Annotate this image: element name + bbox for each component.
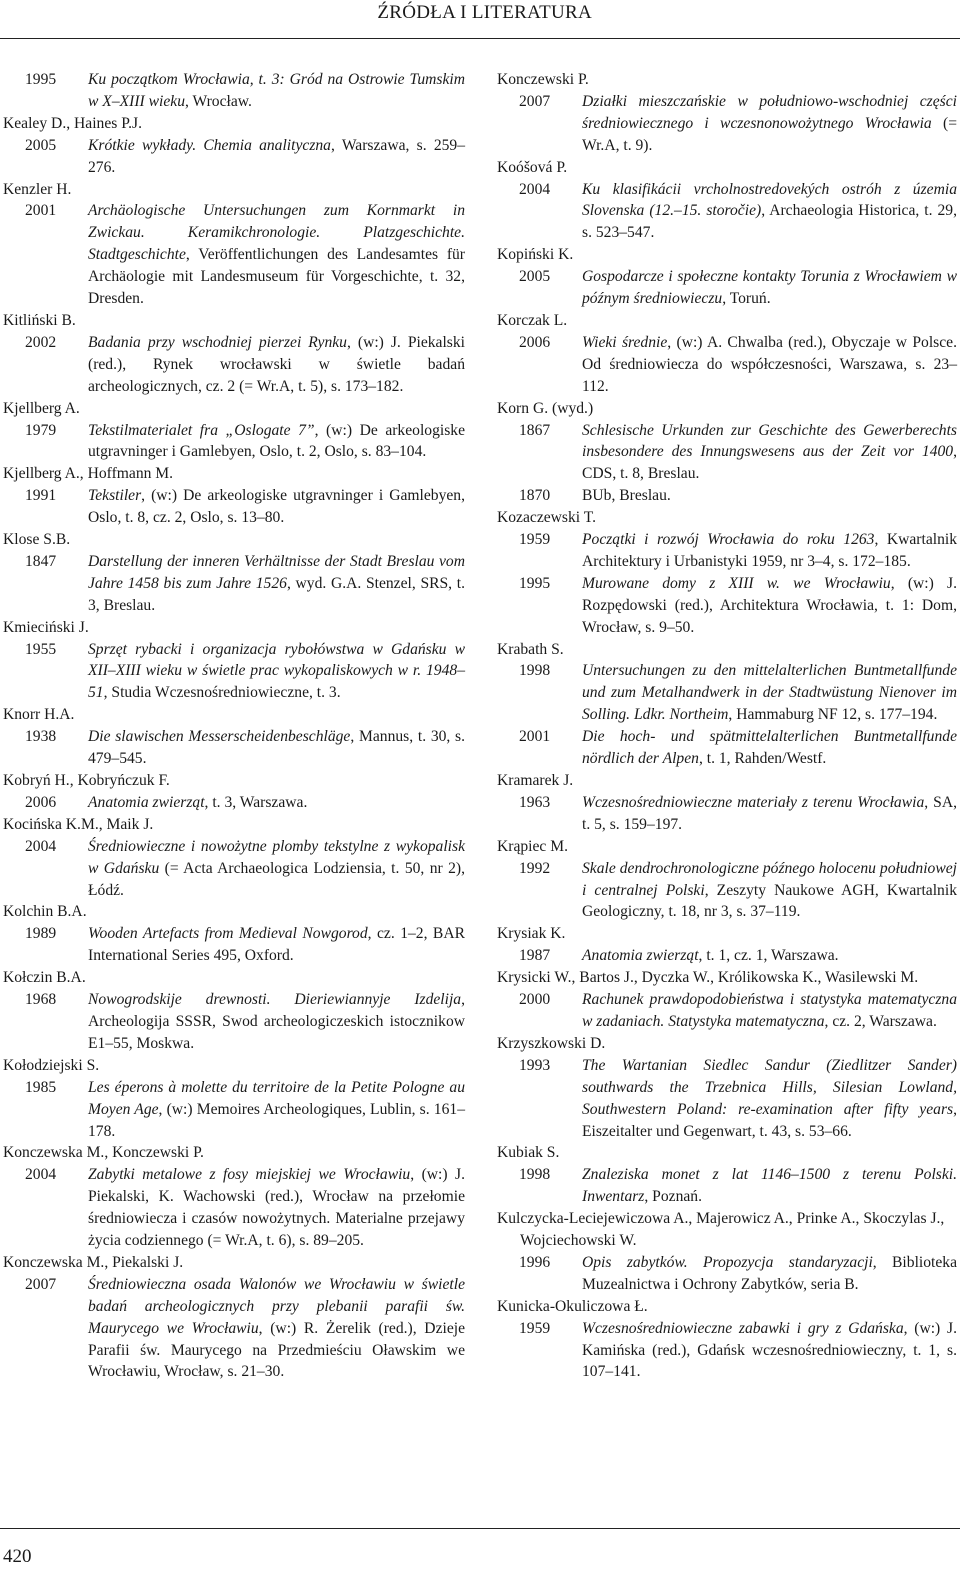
entry-author: Kjellberg A. (3, 399, 80, 417)
entry-author: Kolchin B.A. (3, 903, 87, 921)
entry-author: Konczewska M., Konczewski P. (3, 1144, 204, 1162)
running-head-title: ŹRÓDŁA I LITERATURA (377, 2, 592, 23)
entry-author: Kocińska K.M., Maik J. (3, 815, 154, 833)
reference-title: Rachunek prawdopodobieństwa i statystyka matematyczna w zadaniach. Statystyka matematyczna (582, 991, 957, 1030)
entry-author: Kunicka-Okuliczowa Ł. (497, 1297, 648, 1315)
bibliography-entry (3, 1252, 465, 1383)
reference-title: Znaleziska monet z lat 1146–1500 z terenu Polski. Inwentarz (582, 1166, 957, 1206)
entry-author: Klose S.B. (3, 531, 71, 549)
entry-author: Krysiak K. (497, 925, 566, 943)
reference-details: (= Wr.A, t. 9). (582, 114, 957, 154)
reference-title: Średniowieczne i nowożytne plomby tekstylne z wykopalisk w Gdańsku (88, 837, 465, 877)
reference-title: Średniowieczna osada Walonów we Wrocławiu w świetle badań archeologicznych przy plebanii parafii św. Maurycego we Wrocławiu (88, 1275, 465, 1337)
entry-author: Kmieciński J. (3, 618, 89, 636)
bibliography-entry (497, 1142, 957, 1208)
reference-year: 2007 (25, 1275, 57, 1293)
reference-item (3, 485, 465, 529)
reference-item (3, 551, 465, 617)
reference-details: , (w:) J. Rozpędowski (red.), Architektura Wrocławia, t. 1: Dom, Wrocław, s. 9–50. (582, 574, 957, 636)
reference-year: 2002 (25, 333, 57, 351)
reference-details: , SA, t. 5, s. 159–197. (582, 793, 957, 833)
reference-year: 1979 (25, 421, 57, 439)
bibliography-entry (497, 398, 957, 508)
entry-author: Kealey D., Haines P.J. (3, 114, 143, 132)
reference-item (497, 485, 957, 507)
reference-title: Początki i rozwój Wrocławia do roku 1263 (582, 531, 875, 549)
reference-item (3, 332, 465, 398)
bibliography-entry (3, 69, 465, 113)
entry-author: Kenzler H. (3, 180, 72, 198)
reference-details: , Archeologija SSSR, Swod archeologiczeskich istocznikow E1–55, Moskwa. (88, 991, 465, 1052)
reference-item (497, 420, 957, 486)
entry-author: Koóšová P. (497, 158, 568, 176)
reference-year: 2005 (25, 136, 57, 154)
reference-year: 1995 (25, 71, 57, 88)
bibliography-entry (3, 398, 465, 464)
page-number: 420 (3, 1546, 32, 1567)
reference-year: 1993 (519, 1056, 551, 1074)
bibliography-entry (497, 967, 957, 1033)
reference-item (3, 69, 465, 113)
reference-item (497, 266, 957, 310)
bibliography-entry (3, 1142, 465, 1252)
reference-year: 1938 (25, 728, 57, 746)
reference-details: , Biblioteka Muzealnictwa i Ochrony Zabytków, seria B. (582, 1253, 957, 1293)
bibliography-entry (3, 901, 465, 967)
entry-author: Krysicki W., Bartos J., Dyczka W., Królikowska K., Wasilewski M. (497, 969, 919, 987)
reference-details: , Warszawa, s. 259–276. (88, 136, 466, 176)
reference-year: 1847 (25, 552, 57, 570)
reference-year: 2004 (25, 837, 57, 855)
reference-title: Opis zabytków. Propozycja standaryzacji (582, 1253, 873, 1271)
reference-year: 1870 (519, 487, 551, 505)
bibliography-entry (3, 179, 465, 310)
bibliography-entry (3, 617, 465, 705)
reference-year: 1955 (25, 640, 57, 658)
reference-year: 2001 (519, 728, 551, 746)
reference-item (3, 836, 465, 902)
reference-item (497, 1164, 957, 1208)
reference-item (497, 792, 957, 836)
reference-title: Die hoch- und spätmittelalterlichen Buntmetallfunde nördlich der Alpen (582, 728, 957, 768)
reference-year: 2005 (519, 268, 551, 286)
reference-item (3, 726, 465, 770)
reference-details: , Studia Wczesnośredniowieczne, t. 3. (103, 684, 341, 702)
reference-year: 1998 (519, 662, 551, 680)
reference-item (3, 135, 465, 179)
reference-title: Tekstilmaterialet fra „Oslogate 7” (88, 421, 315, 439)
bibliography-column-right (497, 69, 957, 1383)
reference-year: 1991 (25, 487, 57, 505)
bibliography-entry (497, 310, 957, 398)
reference-item (497, 726, 957, 770)
reference-title: Archäologische Untersuchungen zum Kornmarkt in Zwickau. Keramikchronologie. Platzgeschichte. Stadtgeschichte (88, 202, 465, 264)
reference-year: 1959 (519, 1319, 551, 1337)
entry-author: Korczak L. (497, 311, 568, 329)
entry-author: Kopiński K. (497, 246, 574, 264)
reference-details: , Toruń. (722, 290, 771, 308)
reference-title: Les éperons à molette du territoire de la Petite Pologne au Moyen Age (88, 1078, 465, 1118)
reference-details: , Zeszyty Naukowe AGH, Kwartalnik Geologiczny, t. 18, nr 3, s. 37–119. (582, 881, 957, 921)
reference-year: 1963 (519, 793, 551, 811)
reference-title: Die slawischen Messerscheidenbeschläge (88, 728, 351, 746)
reference-title: Wczesnośredniowieczne materiały z terenu Wrocławia (582, 793, 925, 811)
reference-title: Schlesische Urkunden zur Geschichte des Gewerberechts insbesondere des Innungswesens aus der Zeit vor 1400 (582, 421, 957, 461)
reference-year: 2006 (519, 333, 551, 351)
reference-year: 1959 (519, 531, 551, 549)
entry-author: Krzyszkowski D. (497, 1034, 606, 1052)
entry-author: Krąpiec M. (497, 837, 569, 855)
reference-details: , cz. 1–2, BAR International Series 495, Oxford. (88, 925, 465, 965)
reference-details: , (w:) J. Piekalski, K. Wachowski (red.), Wrocław na przełomie średniowiecza i czasów nowożytnych. Materialne przejawy życia codziennego (= Wr.A, t. 6), s. 89–205. (88, 1166, 465, 1250)
bibliography-entry (3, 529, 465, 617)
bibliography-entry (3, 113, 465, 179)
bibliography-entry (497, 639, 957, 770)
reference-title: Darstellung der inneren Verhältnisse der Stadt Breslau vom Jahre 1458 bis zum Jahre 1526 (88, 552, 465, 592)
bibliography-entry (3, 814, 465, 902)
entry-author: Kjellberg A., Hoffmann M. (3, 465, 174, 483)
reference-title: Ku początkom Wrocławia, t. 3: Gród na Ostrowie Tumskim w X–XIII wieku (88, 71, 465, 110)
bibliography-entry (3, 1055, 465, 1143)
reference-year: 1995 (519, 574, 551, 592)
reference-title: Untersuchungen zu den mittelalterlichen Buntmetallfunde und zum Metalhandwerk in der Stadtwüstung Nienover im Solling. Ldkr. Northeim (582, 662, 957, 724)
reference-item (497, 989, 957, 1033)
reference-details: , Veröffentlichungen des Landesamtes für Archäologie mit Landesmuseum für Vorgeschichte, t. 32, Dresden. (88, 246, 465, 308)
reference-details: , Mannus, t. 30, s. 479–545. (88, 728, 465, 768)
reference-title: The Wartanian Siedlec Sandur (Ziedlitzer Sander) southwards the Trzebnica Hills, Silesian Lowland, Southwestern Poland: re-examination after fifty years (582, 1056, 957, 1118)
reference-item (3, 923, 465, 967)
reference-item (497, 573, 957, 639)
footer-rule (0, 1528, 960, 1529)
entry-author: Konczewska M., Piekalski J. (3, 1253, 184, 1271)
reference-item (497, 529, 957, 573)
entry-author: Kołodziejski S. (3, 1056, 100, 1074)
reference-item (3, 989, 465, 1055)
reference-item (497, 1318, 957, 1384)
bibliography-entry (3, 704, 465, 770)
reference-year: 1987 (519, 947, 551, 965)
reference-item (497, 332, 957, 398)
reference-item (497, 179, 957, 245)
reference-title: Skale dendrochronologiczne późnego holocenu południowej i centralnej Polski (582, 859, 957, 899)
reference-details: , t. 1, cz. 1, Warszawa. (698, 947, 839, 965)
entry-author: Kozaczewski T. (497, 509, 597, 527)
reference-item (3, 1164, 465, 1252)
reference-details: , wyd. G.A. Stenzel, SRS, t. 3, Breslau. (88, 574, 465, 614)
reference-year: 2004 (25, 1166, 57, 1184)
reference-year: 2007 (519, 92, 551, 110)
reference-details: , (w:) J. Kamińska (red.), Gdańsk wczesnośredniowieczny, t. 1, s. 107–141. (582, 1319, 957, 1381)
bibliography-entry (3, 463, 465, 529)
reference-title: Murowane domy z XIII w. we Wrocławiu (582, 574, 891, 592)
reference-item (3, 639, 465, 705)
reference-details: , cz. 2, Warszawa. (824, 1012, 937, 1030)
bibliography-entry (3, 967, 465, 1055)
reference-title: Wooden Artefacts from Medieval Nowgorod (88, 925, 368, 943)
reference-title: Wczesnośredniowieczne zabawki i gry z Gdańska (582, 1319, 904, 1337)
reference-year: 1985 (25, 1078, 57, 1096)
reference-details: , Wrocław. (185, 92, 252, 110)
reference-item (497, 858, 957, 924)
reference-item (497, 945, 957, 967)
entry-author: Krabath S. (497, 640, 564, 658)
reference-details: (= Acta Archaeologica Lodziensia, t. 50, nr 2), Łódź. (88, 859, 465, 899)
bibliography-entry (3, 770, 465, 814)
reference-year: 1968 (25, 991, 57, 1009)
reference-item (3, 420, 465, 464)
bibliography-column-left (3, 69, 465, 1383)
reference-details: , (w:) R. Żerelik (red.), Dzieje Parafii św. Maurycego na Przedmieściu Oławskim we Wrocławiu, Wrocław, s. 21–30. (88, 1319, 465, 1381)
reference-item (3, 1077, 465, 1143)
entry-author: Kramarek J. (497, 772, 574, 789)
reference-year: 1992 (519, 859, 551, 877)
reference-year: 2004 (519, 180, 551, 198)
reference-item (497, 660, 957, 726)
bibliography-entry (497, 1208, 957, 1296)
bibliography-entry (497, 69, 957, 157)
reference-title: Wieki średnie (582, 333, 668, 351)
reference-title: Krótkie wykłady. Chemia analityczna (88, 136, 331, 154)
reference-details: , CDS, t. 8, Breslau. (582, 443, 957, 483)
entry-author: Kołczin B.A. (3, 969, 86, 987)
reference-item (3, 200, 465, 310)
reference-details: BUb, Breslau. (582, 487, 671, 505)
reference-year: 2006 (25, 793, 57, 811)
bibliography-entry (497, 923, 957, 967)
entry-author: Kulczycka-Leciejewiczowa A., Majerowicz A., Prinke A., Skoczylas J., Wojciechowski W. (497, 1210, 945, 1250)
reference-title: Badania przy wschodniej pierzei Rynku (88, 333, 347, 351)
reference-details: , Kwartalnik Architektury i Urbanistyki 1959, nr 3–4, s. 172–185. (582, 531, 957, 570)
reference-item (497, 1252, 957, 1296)
reference-title: Nowogrodskije drewnosti. Dieriewiannyje Izdelija (88, 991, 462, 1009)
entry-author: Konczewski P. (497, 71, 589, 88)
entry-author: Kobryń H., Kobryńczuk F. (3, 772, 170, 789)
header-rule (0, 38, 960, 39)
reference-year: 1989 (25, 925, 57, 943)
reference-details: , t. 1, Rahden/Westf. (698, 750, 827, 768)
reference-title: Anatomia zwierząt (88, 793, 205, 811)
reference-item (3, 1274, 465, 1384)
reference-details: , (w:) De arkeologiske utgravninger i Gamlebyen, Oslo, t. 8, cz. 2, Oslo, s. 13–80. (88, 487, 465, 527)
reference-year: 1998 (519, 1166, 551, 1184)
running-head (0, 0, 960, 36)
reference-details: , t. 3, Warszawa. (204, 793, 308, 811)
reference-details: , (w:) Memoires Archeologiques, Lublin, s. 161–178. (88, 1100, 465, 1140)
reference-details: , (w:) J. Piekalski (red.), Rynek wrocławski w świetle badań archeologicznych, cz. 2 (= Wr.A, t. 5), s. 173–182. (88, 333, 466, 395)
reference-item (497, 1055, 957, 1143)
reference-year: 2001 (25, 202, 57, 220)
entry-author: Kubiak S. (497, 1144, 560, 1162)
reference-details: , (w:) De arkeologiske utgravninger i Gamlebyen, Oslo, t. 2, Oslo, s. 83–104. (88, 421, 465, 461)
bibliography-entry (3, 310, 465, 398)
reference-title: Działki mieszczańskie w południowo-wschodniej części średniowiecznego i wczesnonowożytnego Wrocławia (582, 92, 957, 132)
reference-details: , (w:) A. Chwalba (red.), Obyczaje w Polsce. Od średniowiecza do współczesności, Warszawa, s. 23–112. (582, 333, 957, 395)
entry-author: Korn G. (wyd.) (497, 399, 594, 417)
reference-details: , Archaeologia Historica, t. 29, s. 523–547. (582, 202, 957, 242)
reference-title: Gospodarcze i społeczne kontakty Torunia z Wrocławiem w późnym średniowieczu (582, 268, 957, 308)
bibliography-entry (497, 244, 957, 310)
bibliography-entry (497, 1033, 957, 1143)
reference-item (3, 792, 465, 814)
reference-title: Zabytki metalowe z fosy miejskiej we Wrocławiu (88, 1166, 411, 1184)
entry-author: Kitliński B. (3, 311, 76, 329)
bibliography-entry (497, 770, 957, 836)
bibliography-entry (497, 157, 957, 245)
reference-details: , Eiszeitalter und Gegenwart, t. 43, s. 53–66. (582, 1100, 957, 1140)
reference-details: , Poznań. (644, 1188, 702, 1206)
reference-year: 1996 (519, 1253, 551, 1271)
reference-item (497, 91, 957, 157)
reference-details: , Hammaburg NF 12, s. 177–194. (728, 706, 938, 724)
reference-year: 1867 (519, 421, 551, 439)
reference-year: 2000 (519, 991, 551, 1009)
reference-title: Sprzęt rybacki i organizacja rybołówstwa w Gdańsku w XII–XIII wieku w świetle prac wykopaliskowych w r. 1948–51 (88, 640, 465, 702)
reference-title: Anatomia zwierząt (582, 947, 699, 965)
bibliography-entry (497, 1296, 957, 1384)
reference-title: Ku klasifikácii vrcholnostredovekých ostróh z územia Slovenska (12.–15. storočie) (582, 180, 957, 220)
bibliography-entry (497, 507, 957, 638)
reference-title: Tekstiler (88, 487, 142, 505)
entry-author: Knorr H.A. (3, 706, 75, 724)
bibliography-entry (497, 836, 957, 924)
